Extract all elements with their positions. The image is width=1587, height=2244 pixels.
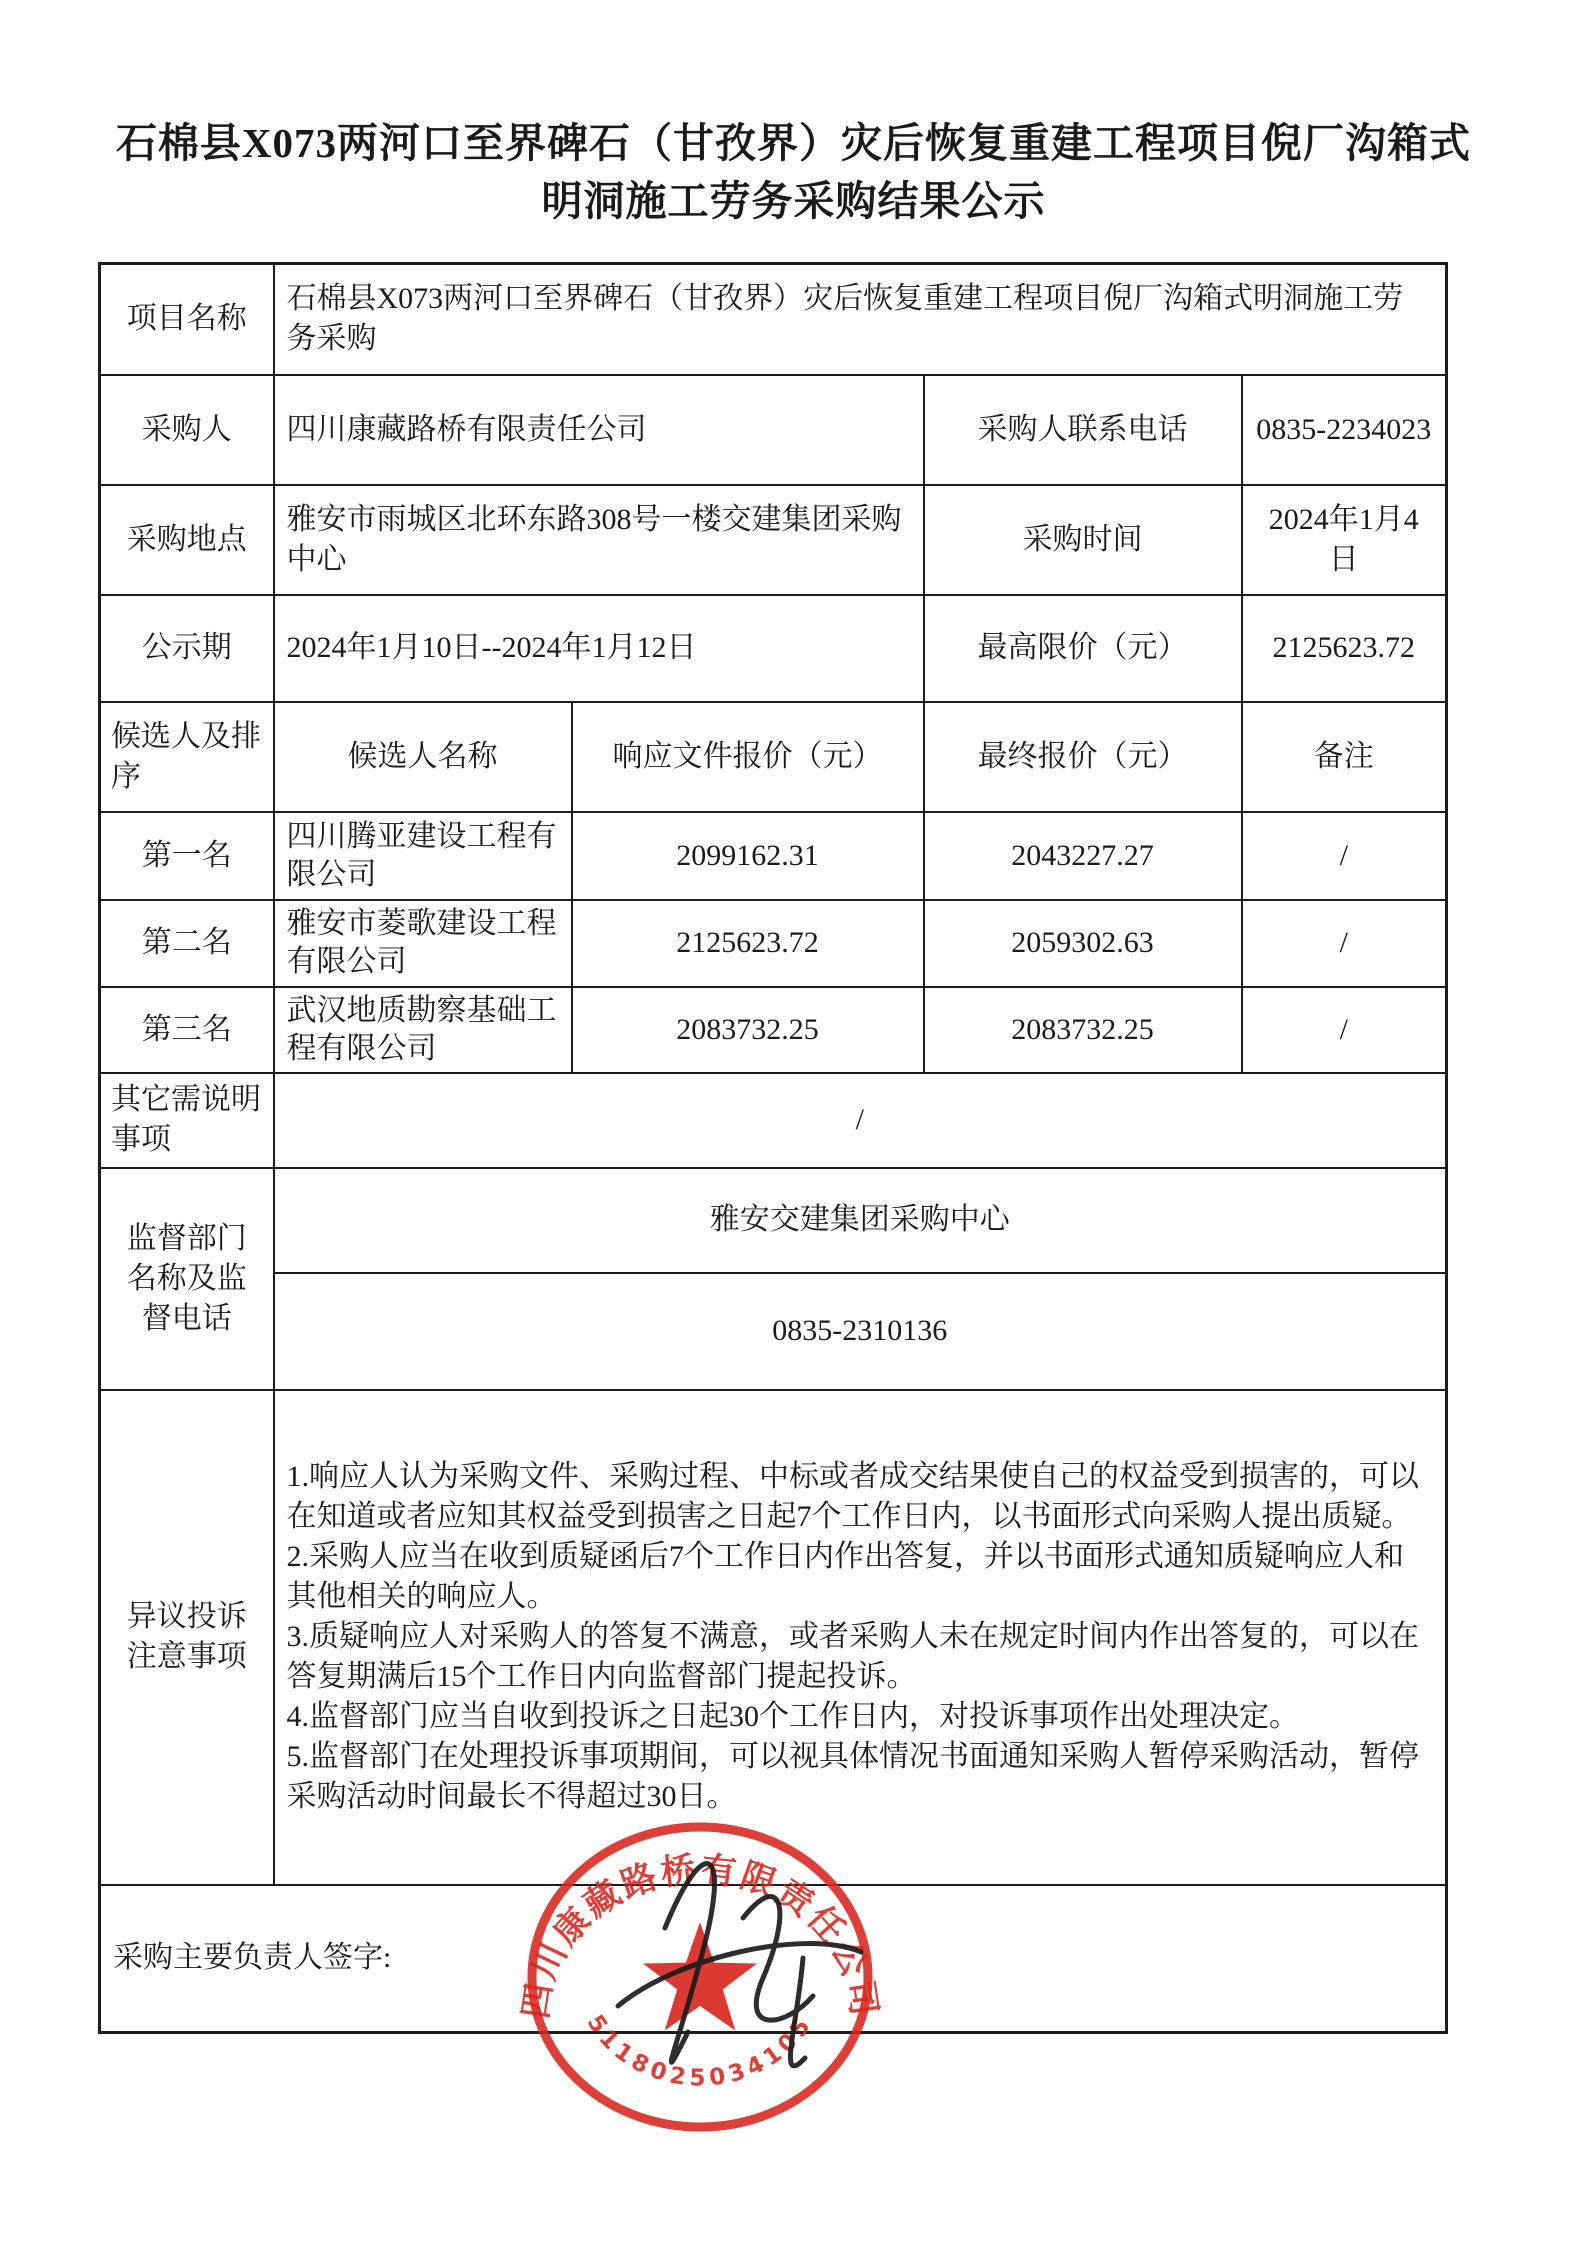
supervision-label: 监督部门名称及监督电话 [100,1168,274,1390]
other-notes-value: / [274,1073,1447,1168]
company-seal [505,1800,895,2160]
candidates-bid-header: 响应文件报价（元） [572,702,924,812]
document-title-line2: 明洞施工劳务采购结果公示 [541,178,1046,224]
candidate-row-1 [100,812,1447,900]
objection-item-3: 3.质疑响应人对采购人的答复不满意，或者采购人未在规定时间内作出答复的，可以在答复期满后15个工作日内向监督部门提起投诉。 [286,1620,1419,1693]
candidate-3-final: 2083732.25 [924,987,1242,1073]
publicity-label: 公示期 [100,595,274,702]
candidate-row-2 [100,900,1447,987]
seal-star-icon [643,1922,757,2031]
objection-item-5: 5.监督部门在处理投诉事项期间，可以视具体情况书面通知采购人暂停采购活动，暂停采购活动时间最长不得超过30日。 [286,1740,1419,1813]
supervision-phone-value: 0835-2310136 [274,1273,1447,1390]
signature-label: 采购主要负责人签字: [100,1885,1447,2033]
document-title [60,114,1527,230]
location-label: 采购地点 [100,485,274,595]
publicity-value: 2024年1月10日--2024年1月12日 [274,595,924,702]
seal-number-text: 5118025034105 [581,2010,819,2092]
supervision-department-row [100,1168,1447,1273]
candidate-3-bid: 2083732.25 [572,987,924,1073]
supervision-department-value: 雅安交建集团采购中心 [274,1168,1447,1273]
candidate-1-final: 2043227.27 [924,812,1242,900]
purchaser-phone-label: 采购人联系电话 [924,375,1242,485]
project-name-value: 石棉县X073两河口至界碑石（甘孜界）灾后恢复重建工程项目倪厂沟箱式明洞施工劳务采购 [274,264,1447,375]
location-row [100,485,1447,595]
document-title-line1: 石棉县X073两河口至界碑石（甘孜界）灾后恢复重建工程项目倪厂沟箱式 [115,120,1472,166]
max-price-value: 2125623.72 [1242,595,1447,702]
candidate-3-remark: / [1242,987,1447,1073]
candidate-2-rank: 第二名 [100,900,274,987]
seal-company-text: 四川康藏路桥有限责任公司 [515,1849,885,2022]
supervision-phone-row [100,1273,1447,1390]
objection-item-1: 1.响应人认为采购文件、采购过程、中标或者成交结果使自己的权益受到损害的，可以在知道或者应知其权益受到损害之日起7个工作日内，以书面形式向采购人提出质疑。 [286,1460,1419,1533]
purchaser-phone-value: 0835-2234023 [1242,375,1447,485]
candidate-1-rank: 第一名 [100,812,274,900]
objection-item-2: 2.采购人应当在收到质疑函后7个工作日内作出答复，并以书面形式通知质疑响应人和其他相关的响应人。 [286,1540,1404,1613]
candidate-3-name: 武汉地质勘察基础工程有限公司 [274,987,572,1073]
candidate-2-name: 雅安市菱歌建设工程有限公司 [274,900,572,987]
candidate-1-remark: / [1242,812,1447,900]
objection-item-4: 4.监督部门应当自收到投诉之日起30个工作日内，对投诉事项作出处理决定。 [286,1700,1299,1733]
other-notes-label: 其它需说明事项 [100,1073,274,1168]
project-name-row [100,264,1447,375]
objection-label: 异议投诉注意事项 [100,1390,274,1885]
purchaser-label: 采购人 [100,375,274,485]
announcement-table [98,262,1448,2034]
candidate-row-3 [100,987,1447,1073]
purchase-time-label: 采购时间 [924,485,1242,595]
candidate-2-remark: / [1242,900,1447,987]
purchase-time-value: 2024年1月4日 [1242,485,1447,595]
candidate-1-name: 四川腾亚建设工程有限公司 [274,812,572,900]
candidates-rank-header: 候选人及排序 [100,702,274,812]
project-name-label: 项目名称 [100,264,274,375]
candidates-header-row [100,702,1447,812]
candidate-1-bid: 2099162.31 [572,812,924,900]
purchaser-row [100,375,1447,485]
candidates-remark-header: 备注 [1242,702,1447,812]
max-price-label: 最高限价（元） [924,595,1242,702]
candidate-3-rank: 第三名 [100,987,274,1073]
candidates-final-header: 最终报价（元） [924,702,1242,812]
other-notes-row [100,1073,1447,1168]
location-value: 雅安市雨城区北环东路308号一楼交建集团采购中心 [274,485,924,595]
purchaser-value: 四川康藏路桥有限责任公司 [274,375,924,485]
candidate-2-final: 2059302.63 [924,900,1242,987]
publicity-row [100,595,1447,702]
svg-text:5118025034105 [582,2010,819,2091]
candidate-2-bid: 2125623.72 [572,900,924,987]
candidates-name-header: 候选人名称 [274,702,572,812]
